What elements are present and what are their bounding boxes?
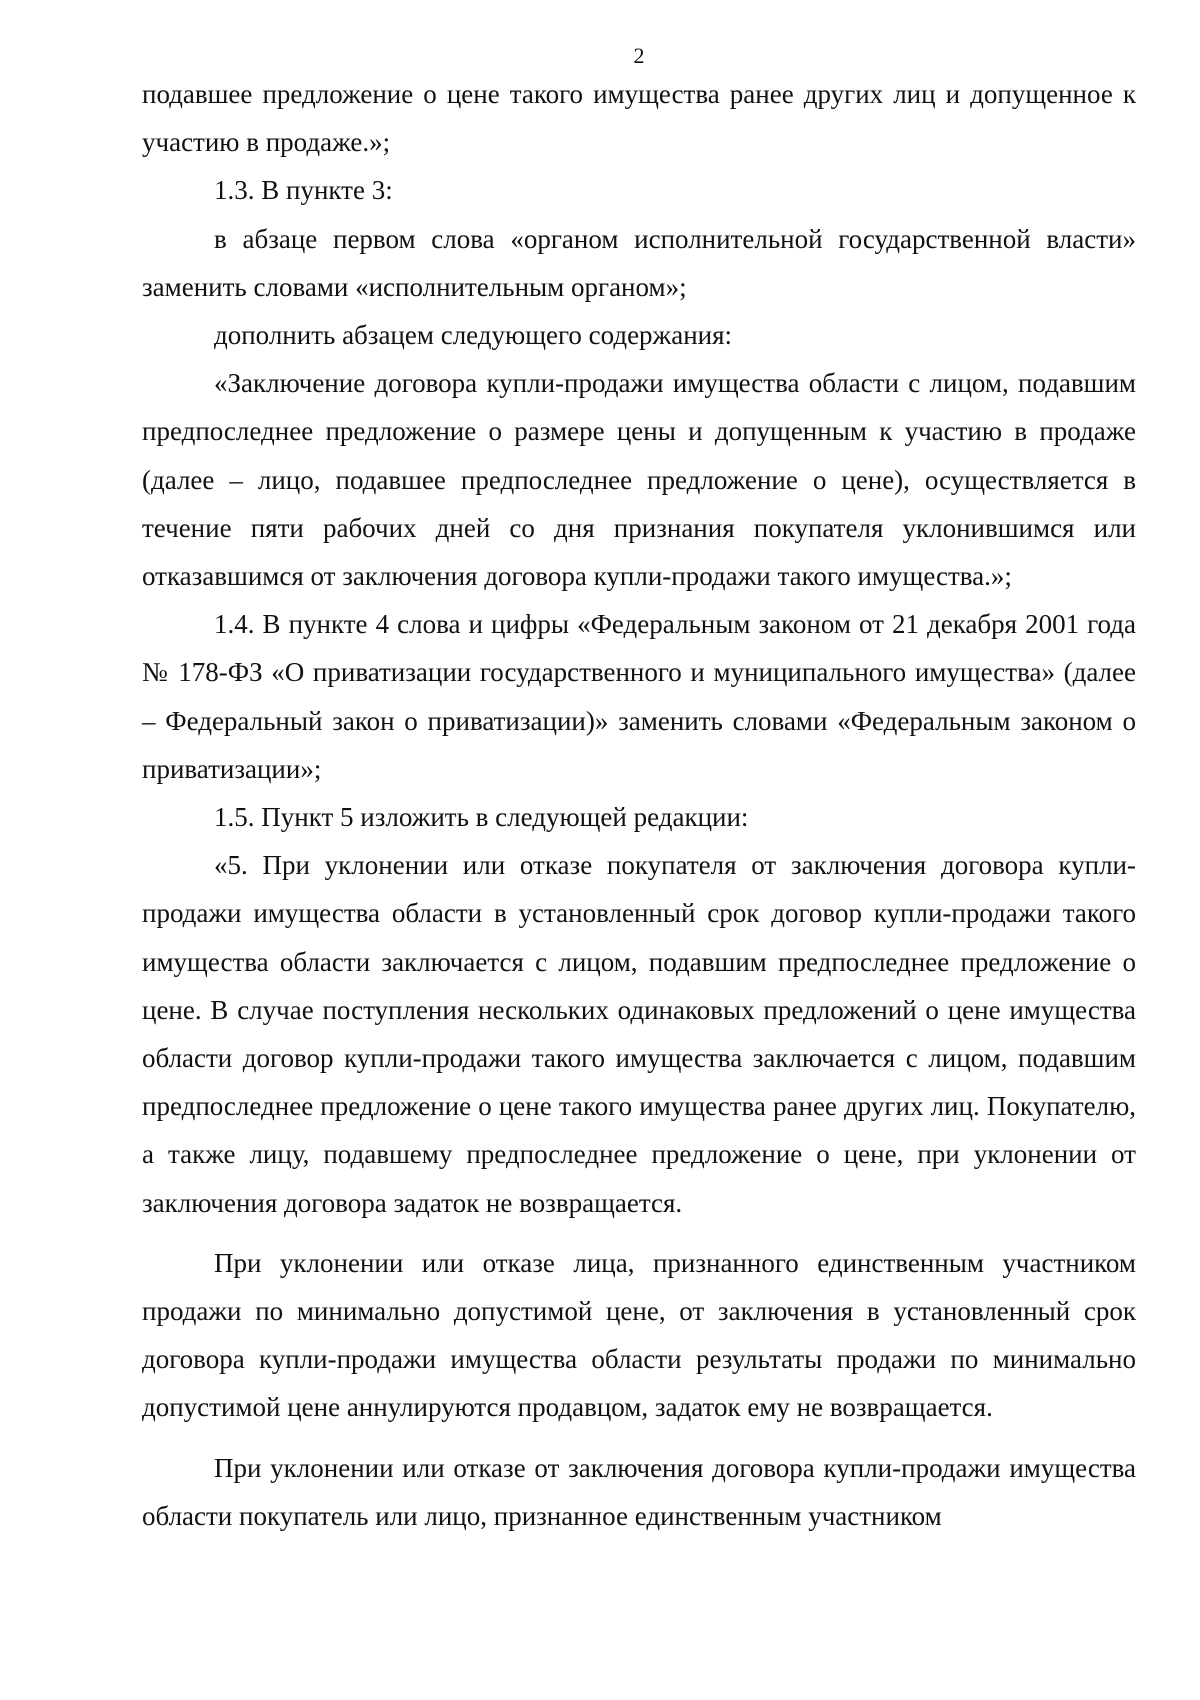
paragraph-continuation: подавшее предложение о цене такого имущества ранее других лиц и допущенное к участию в продаже.»;: [142, 79, 1136, 158]
paragraph-single-participant: При уклонении или отказе лица, признанного единственным участником продажи по минимально допустимой цене, от заключения в установленный срок договора купли-продажи имущества области результаты продажи по минимально допустимой цене аннулируются продавцом, задаток ему не возвращается.: [142, 1247, 1136, 1423]
paragraph-item-1-5: 1.5. Пункт 5 изложить в следующей редакции:: [214, 802, 749, 833]
paragraph-point-5: «5. При уклонении или отказе покупателя от заключения договора купли-продажи имущества области в установленный срок договор купли-продажи такого имущества области заключается с лицом, подавшим предпоследнее предложение о цене. В случае поступления нескольких одинаковых предложений о цене имущества области договор купли-продажи такого имущества заключается с лицом, подавшим предпоследнее предложение о цене такого имущества ранее других лиц. Покупателю, а также лицу, подавшему предпоследнее предложение о цене, при уклонении от заключения договора задаток не возвращается.: [142, 850, 1136, 1218]
paragraph-item-1-4: 1.4. В пункте 4 слова и цифры «Федеральным законом от 21 декабря 2001 года № 178-ФЗ «О приватизации государственного и муниципального имущества» (далее – Федеральный закон о приватизации)» заменить словами «Федеральным законом о приватизации»;: [142, 609, 1136, 784]
paragraph-item-1-3: 1.3. В пункте 3:: [214, 175, 393, 206]
paragraph-quoted-conclusion: «Заключение договора купли-продажи имущества области с лицом, подавшим предпоследнее предложение о размере цены и допущенным к участию в продаже (далее – лицо, подавшее предпоследнее предложение о цене), осуществляется в течение пяти рабочих дней со дня признания покупателя уклонившимся или отказавшимся от заключения договора купли-продажи такого имущества.»;: [142, 368, 1136, 592]
document-body: [142, 70, 1136, 1540]
paragraph-refusal: При уклонении или отказе от заключения договора купли-продажи имущества области покупатель или лицо, признанное единственным участником: [142, 1452, 1136, 1531]
page-number: 2: [633, 43, 645, 68]
paragraph-abzats-first-words: в абзаце первом слова «органом исполнительной государственной власти» заменить словами «исполнительным органом»;: [142, 223, 1136, 302]
paragraph-add-abzats: дополнить абзацем следующего содержания:: [214, 320, 733, 351]
